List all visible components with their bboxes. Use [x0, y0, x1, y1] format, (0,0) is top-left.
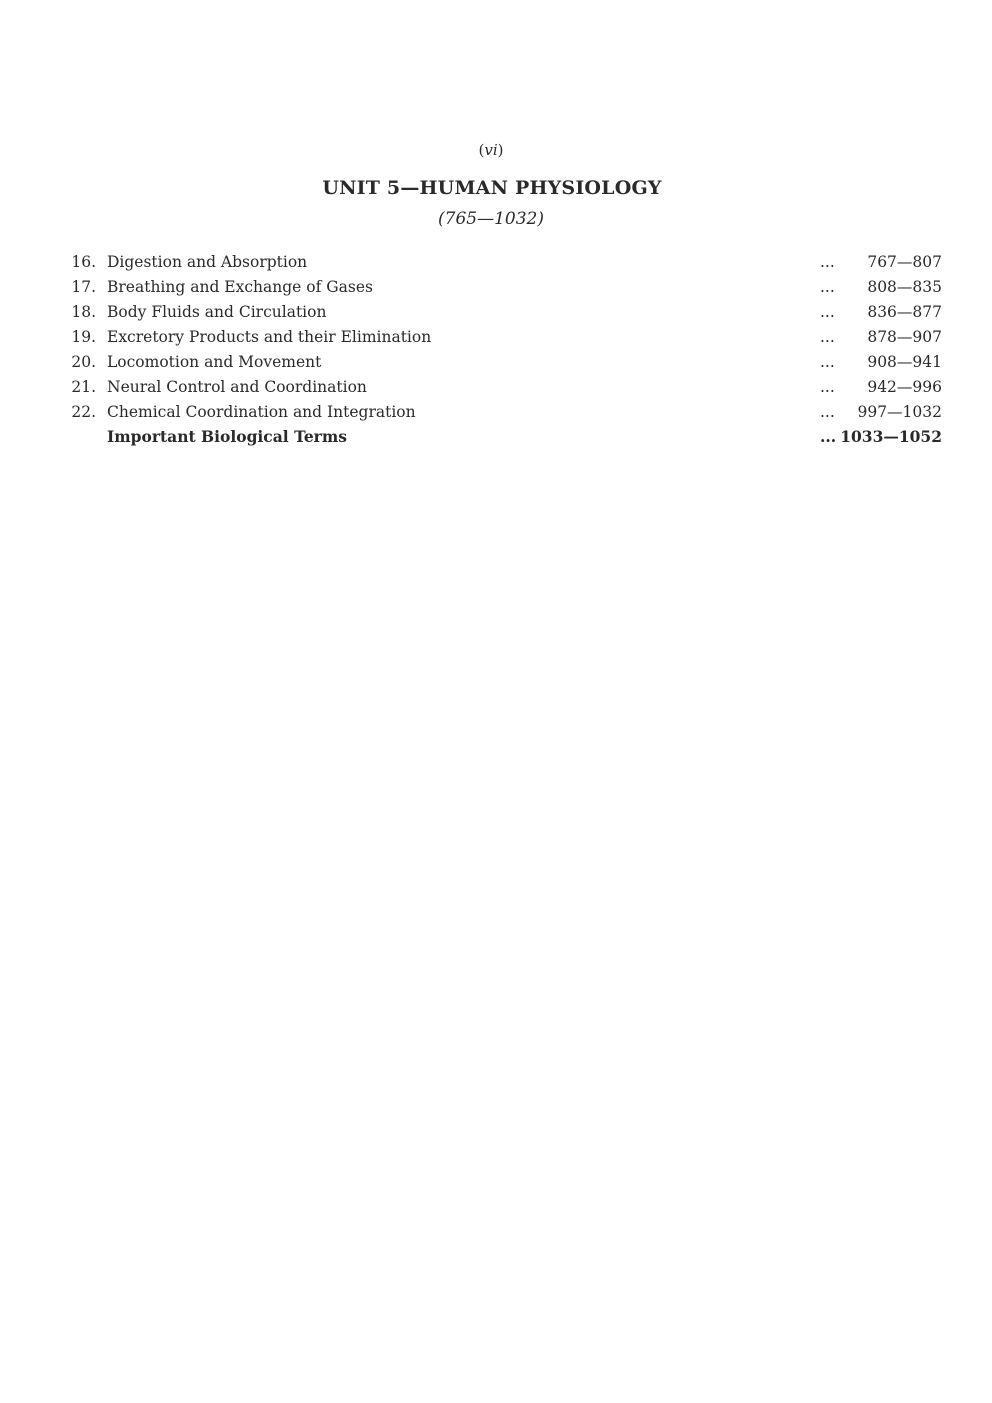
- chapter-number: 22.: [71, 403, 96, 421]
- table-of-contents: [60, 251, 942, 451]
- unit-page-range: (765—1032): [438, 209, 544, 229]
- toc-row[interactable]: [60, 351, 942, 376]
- page-number-roman: vi: [484, 141, 498, 159]
- chapter-title: Neural Control and Coordination: [107, 378, 367, 396]
- chapter-number: 19.: [71, 328, 96, 346]
- toc-row[interactable]: [60, 401, 942, 426]
- leader-dots: ...: [820, 353, 835, 371]
- leader-dots: ...: [820, 328, 835, 346]
- chapter-title: Locomotion and Movement: [107, 353, 322, 371]
- chapter-number: 16.: [71, 253, 96, 271]
- unit-title: UNIT 5—HUMAN PHYSIOLOGY: [322, 177, 662, 199]
- page-number: (vi): [478, 141, 504, 159]
- chapter-title: Excretory Products and their Elimination: [107, 328, 432, 346]
- chapter-pages: 836—877: [867, 303, 942, 321]
- leader-dots: ...: [820, 378, 835, 396]
- chapter-number: 18.: [71, 303, 96, 321]
- leader-dots: ...: [820, 303, 835, 321]
- chapter-pages: 878—907: [867, 328, 942, 346]
- leader-dots: ...: [820, 253, 835, 271]
- toc-row[interactable]: [60, 276, 942, 301]
- chapter-title: Chemical Coordination and Integration: [107, 403, 416, 421]
- toc-row[interactable]: [60, 326, 942, 351]
- chapter-pages: 997—1032: [857, 403, 942, 421]
- chapter-number: 20.: [71, 353, 96, 371]
- leader-dots: ...: [820, 403, 835, 421]
- chapter-pages: 908—941: [867, 353, 942, 371]
- chapter-pages: 808—835: [867, 278, 942, 296]
- chapter-title: Breathing and Exchange of Gases: [107, 278, 373, 296]
- toc-row[interactable]: [60, 301, 942, 326]
- appendix-pages: 1033—1052: [840, 427, 942, 446]
- leader-dots: ...: [820, 427, 837, 446]
- chapter-number: 17.: [71, 278, 96, 296]
- chapter-title: Digestion and Absorption: [107, 253, 308, 271]
- chapter-pages: 942—996: [867, 378, 942, 396]
- chapter-number: 21.: [71, 378, 96, 396]
- leader-dots: ...: [820, 278, 835, 296]
- appendix-title: Important Biological Terms: [107, 427, 347, 446]
- toc-row-appendix[interactable]: [60, 426, 942, 451]
- toc-row[interactable]: [60, 251, 942, 276]
- chapter-pages: 767—807: [867, 253, 942, 271]
- chapter-title: Body Fluids and Circulation: [107, 303, 327, 321]
- toc-row[interactable]: [60, 376, 942, 401]
